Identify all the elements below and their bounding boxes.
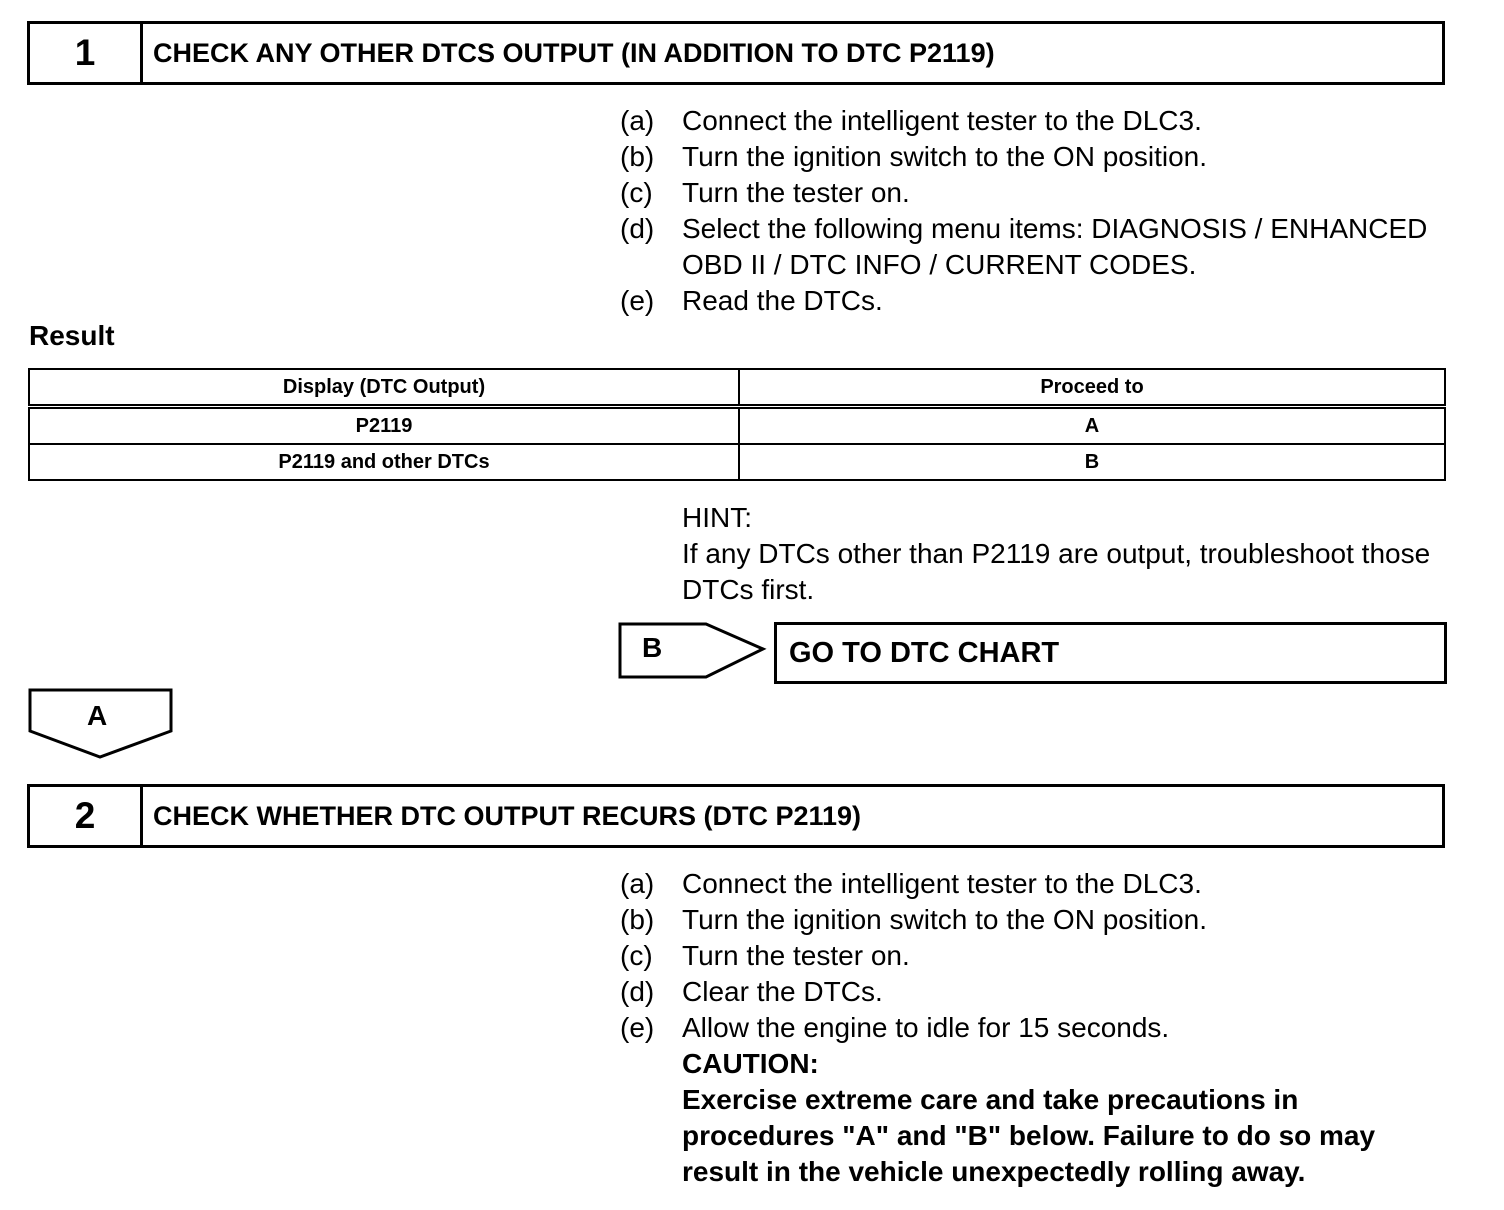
step-1-procedure: [620, 103, 1452, 319]
result-table: [28, 368, 1446, 481]
step-number: 2: [30, 787, 143, 845]
item-label: (b): [620, 904, 655, 935]
item-text: Turn the ignition switch to the ON position.: [682, 141, 1207, 172]
step-number: 1: [30, 24, 143, 82]
procedure-item: [620, 211, 1452, 283]
procedure-item: [620, 283, 1452, 319]
procedure-item: [620, 175, 1452, 211]
item-text: Select the following menu items: DIAGNOSIS / ENHANCED OBD II / DTC INFO / CURRENT CODES.: [682, 213, 1428, 280]
table-cell: A: [739, 407, 1445, 445]
branch-b-label: B: [642, 632, 663, 663]
step-title: CHECK WHETHER DTC OUTPUT RECURS (DTC P2119): [153, 800, 862, 831]
branch-b-arrow-icon: [618, 622, 768, 680]
procedure-item: [620, 139, 1452, 175]
item-label: (e): [620, 1012, 655, 1043]
item-label: (a): [620, 105, 655, 136]
procedure-item: [620, 1010, 1452, 1190]
item-text: Connect the intelligent tester to the DLC3.: [682, 105, 1202, 136]
caution-text: Exercise extreme care and take precautions in procedures "A" and "B" below. Failure to do so may result in the vehicle unexpectedly rolling away.: [682, 1084, 1376, 1187]
step-2-header: [27, 784, 1445, 848]
procedure-item: [620, 103, 1452, 139]
table-cell: B: [739, 444, 1445, 480]
item-text: Turn the ignition switch to the ON position.: [682, 904, 1207, 935]
goto-dtc-chart-box[interactable]: GO TO DTC CHART: [774, 622, 1447, 684]
procedure-item: [620, 866, 1452, 902]
item-text: Connect the intelligent tester to the DLC3.: [682, 868, 1202, 899]
procedure-item: [620, 938, 1452, 974]
column-header: Proceed to: [739, 369, 1445, 407]
item-label: (b): [620, 141, 655, 172]
table-header-row: [29, 369, 1445, 407]
item-text: Clear the DTCs.: [682, 976, 883, 1007]
hint-block: [682, 500, 1442, 608]
item-label: (d): [620, 213, 655, 244]
item-label: (c): [620, 940, 653, 971]
item-text: Turn the tester on.: [682, 940, 910, 971]
step-title: CHECK ANY OTHER DTCS OUTPUT (IN ADDITION TO DTC P2119): [153, 37, 995, 68]
step-2-procedure: [620, 866, 1452, 1190]
table-cell: P2119 and other DTCs: [29, 444, 739, 480]
procedure-item: [620, 974, 1452, 1010]
caution-label: CAUTION:: [682, 1048, 819, 1079]
item-label: (c): [620, 177, 653, 208]
result-heading: Result: [29, 320, 115, 351]
item-text: Turn the tester on.: [682, 177, 910, 208]
hint-text: If any DTCs other than P2119 are output, troubleshoot those DTCs first.: [682, 538, 1431, 605]
item-text: Read the DTCs.: [682, 285, 883, 316]
procedure-item: [620, 902, 1452, 938]
item-label: (a): [620, 868, 655, 899]
item-label: (e): [620, 285, 655, 316]
table-row: [29, 444, 1445, 480]
column-header: Display (DTC Output): [29, 369, 739, 407]
item-text-main: Allow the engine to idle for 15 seconds.: [682, 1012, 1170, 1043]
branch-a-label: A: [87, 700, 108, 731]
hint-label: HINT:: [682, 502, 752, 533]
table-row: [29, 407, 1445, 445]
table-cell: P2119: [29, 407, 739, 445]
item-label: (d): [620, 976, 655, 1007]
item-text: [682, 1010, 1452, 1190]
step-1-header: [27, 21, 1445, 85]
